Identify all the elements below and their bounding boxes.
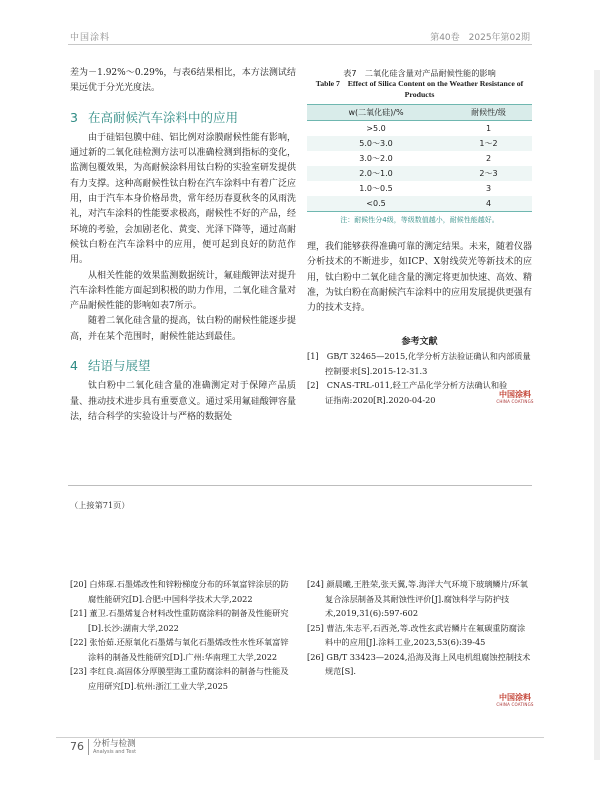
reference-item: [26] GB/T 33423—2024,沿海及海上风电机组腐蚀控制技术规范[S]. xyxy=(307,651,531,676)
references-title: 参考文献 xyxy=(401,337,438,347)
table-row xyxy=(307,136,532,151)
logo-text-en: CHINA COATINGS xyxy=(496,702,534,707)
left-column xyxy=(70,66,296,425)
table-row xyxy=(307,166,532,181)
reference-item: [20] 白炜琛.石墨烯改性和锌粉梯度分布的环氧富锌涂层的防腐性能研究[D].合肥:中国科学技术大学,2022 xyxy=(70,579,289,604)
reference-item: [25] 曹洁,朱志平,石西尧,等.改性玄武岩鳞片在氟碳重防腐涂料中的应用[J].涂料工业,2023,53(6):39-45 xyxy=(307,622,526,647)
table-cell: <0.5 xyxy=(307,196,445,212)
section-4-title: 结语与展望 xyxy=(87,358,151,374)
table-row xyxy=(307,196,532,212)
table-header-weather: 耐候性/级 xyxy=(445,105,532,121)
footer-section xyxy=(88,739,136,755)
page-side-tab xyxy=(594,70,600,760)
table-cell: 5.0～3.0 xyxy=(307,136,445,151)
table-row xyxy=(307,151,532,166)
table-cell: 2 xyxy=(485,154,492,163)
bottom-refs-right xyxy=(307,577,532,679)
right-column-text xyxy=(307,240,532,316)
section-3-title: 在高耐候汽车涂料中的应用 xyxy=(87,109,238,125)
reference-item: [21] 董卫.石墨烯复合材料改性重防腐涂料的制备及性能研究[D].长沙:湖南大学,2022 xyxy=(70,608,289,633)
reference-item: [2] CNAS-TRL-011,轻工产品化学分析方法确认和验证指南:2020[R].2020-04-20 xyxy=(307,380,508,405)
section-divider xyxy=(68,485,532,486)
table-row xyxy=(307,181,532,196)
section-3-heading xyxy=(70,110,296,125)
journal-logo-top xyxy=(495,390,535,404)
table-cell: 2.0～1.0 xyxy=(307,166,445,181)
section-4-heading xyxy=(70,358,296,373)
section-3-paragraph-3: 随着二氧化硅含量的提高，钛白粉的耐候性能逐步提高，并在某个范围时，耐候性能达到最佳。 xyxy=(70,316,296,342)
logo-text-en: CHINA COATINGS xyxy=(496,399,534,404)
table-cell: 1 xyxy=(485,124,492,133)
table-cell: 4 xyxy=(445,196,532,212)
intro-text: 差为－1.92%～0.29%，与表6结果相比，本方法测试结果远优于分光光度法。 xyxy=(70,68,296,94)
section-4-number: 4 xyxy=(70,358,78,374)
journal-logo-bottom xyxy=(495,693,535,707)
section-4-paragraph: 钛白粉中二氧化硅含量的准确测定对于保障产品质量、推动技术进步具有重要意义。通过采用氟硅酸钾容量法，结合科学的实验设计与严格的数据处 xyxy=(70,381,296,422)
table-7-note: 注：耐候性分4级，等级数值越小，耐候性能越好。 xyxy=(340,216,499,224)
reference-item: [22] 张怡茹.还原氧化石墨烯与氧化石墨烯改性水性环氧富锌涂料的制备及性能研究[D].广州:华南理工大学,2022 xyxy=(70,637,289,662)
page-number: 76 xyxy=(70,740,84,753)
bottom-refs-left xyxy=(70,577,296,693)
journal-name: 中国涂料 xyxy=(70,33,111,43)
logo-text-cn: 中国涂料 xyxy=(499,693,531,702)
footer-divider xyxy=(56,737,544,738)
section-3-paragraph-2: 从相关性能的效果监测数据统计，氟硅酸钾法对提升汽车涂料性能方面起到积极的助力作用，二氧化硅含量对产品耐候性能的影响如表7所示。 xyxy=(70,270,296,312)
table-cell: 3 xyxy=(485,184,492,193)
table-header-silica: w(二氧化硅)/% xyxy=(307,105,445,121)
table-7-caption-en: Table 7 Effect of Silica Content on the Weather Resistance of Products xyxy=(315,79,524,99)
section-3-paragraph-1: 由于硅铝包膜中硅、铝比例对涂膜耐候性能有影响，通过新的二氧化硅检测方法可以准确检测到指标的变化，监测包覆效果，为高耐候涂料用钛白粉的实验室研发提供有力支撑。这种高耐候性钛白粉在汽车涂料中有着广泛应用，由于汽车本身价格昂贵，常年经历春夏秋冬的风雨洗礼，对汽车涂料的性能要求极高，耐候性不好的产品，经环境的考验，会加剧老化、黄变、光泽下降等，通过高耐候钛白粉在汽车涂料中的应用，便可起到良好的防范作用。 xyxy=(70,132,296,266)
logo-text-cn: 中国涂料 xyxy=(499,390,531,399)
reference-item: [23] 李红良.高固体分厚膜型海工重防腐涂料的制备与性能及应用研究[D].杭州:浙江工业大学,2025 xyxy=(70,666,289,691)
table-7 xyxy=(307,104,532,212)
footer-section-en: Analysis and Test xyxy=(93,749,137,755)
table-cell: 1～2 xyxy=(445,136,532,151)
table-cell: 3.0～2.0 xyxy=(359,154,393,163)
table-cell: >5.0 xyxy=(366,124,386,133)
section-3-number: 3 xyxy=(70,109,78,125)
table-cell: 2～3 xyxy=(445,166,532,181)
header-divider xyxy=(68,44,532,45)
issue-info: 第40卷 2025年第02期 xyxy=(430,33,530,43)
continued-from-note: （上接第71页） xyxy=(70,500,130,510)
table-row xyxy=(307,121,532,137)
reference-item: [1] GB/T 32465—2015,化学分析方法验证确认和内部质量控制要求[S].2015-12-31.3 xyxy=(307,351,531,376)
table-7-block xyxy=(307,68,532,225)
conclusion-continuation: 理，我们能够获得准确可靠的测定结果。未来，随着仪器分析技术的不断进步，如ICP、X射线荧光等新技术的应用，钛白粉中二氧化硅含量的测定将更加快速、高效、精准，为钛白粉在高耐候汽车涂料中的应用发展提供更强有力的技术支持。 xyxy=(307,242,533,314)
table-cell: 1.0～0.5 xyxy=(359,184,393,193)
reference-item: [24] 颜晨曦,王胜荣,张天翼,等.海洋大气环境下玻璃鳞片/环氧复合涂层制备及其耐蚀性评价[J].腐蚀科学与防护技术,2019,31(6):597-602 xyxy=(307,579,528,618)
footer-section-cn: 分析与检测 xyxy=(93,739,136,749)
table-7-caption-cn: 表7 二氧化硅含量对产品耐候性能的影响 xyxy=(343,68,496,78)
